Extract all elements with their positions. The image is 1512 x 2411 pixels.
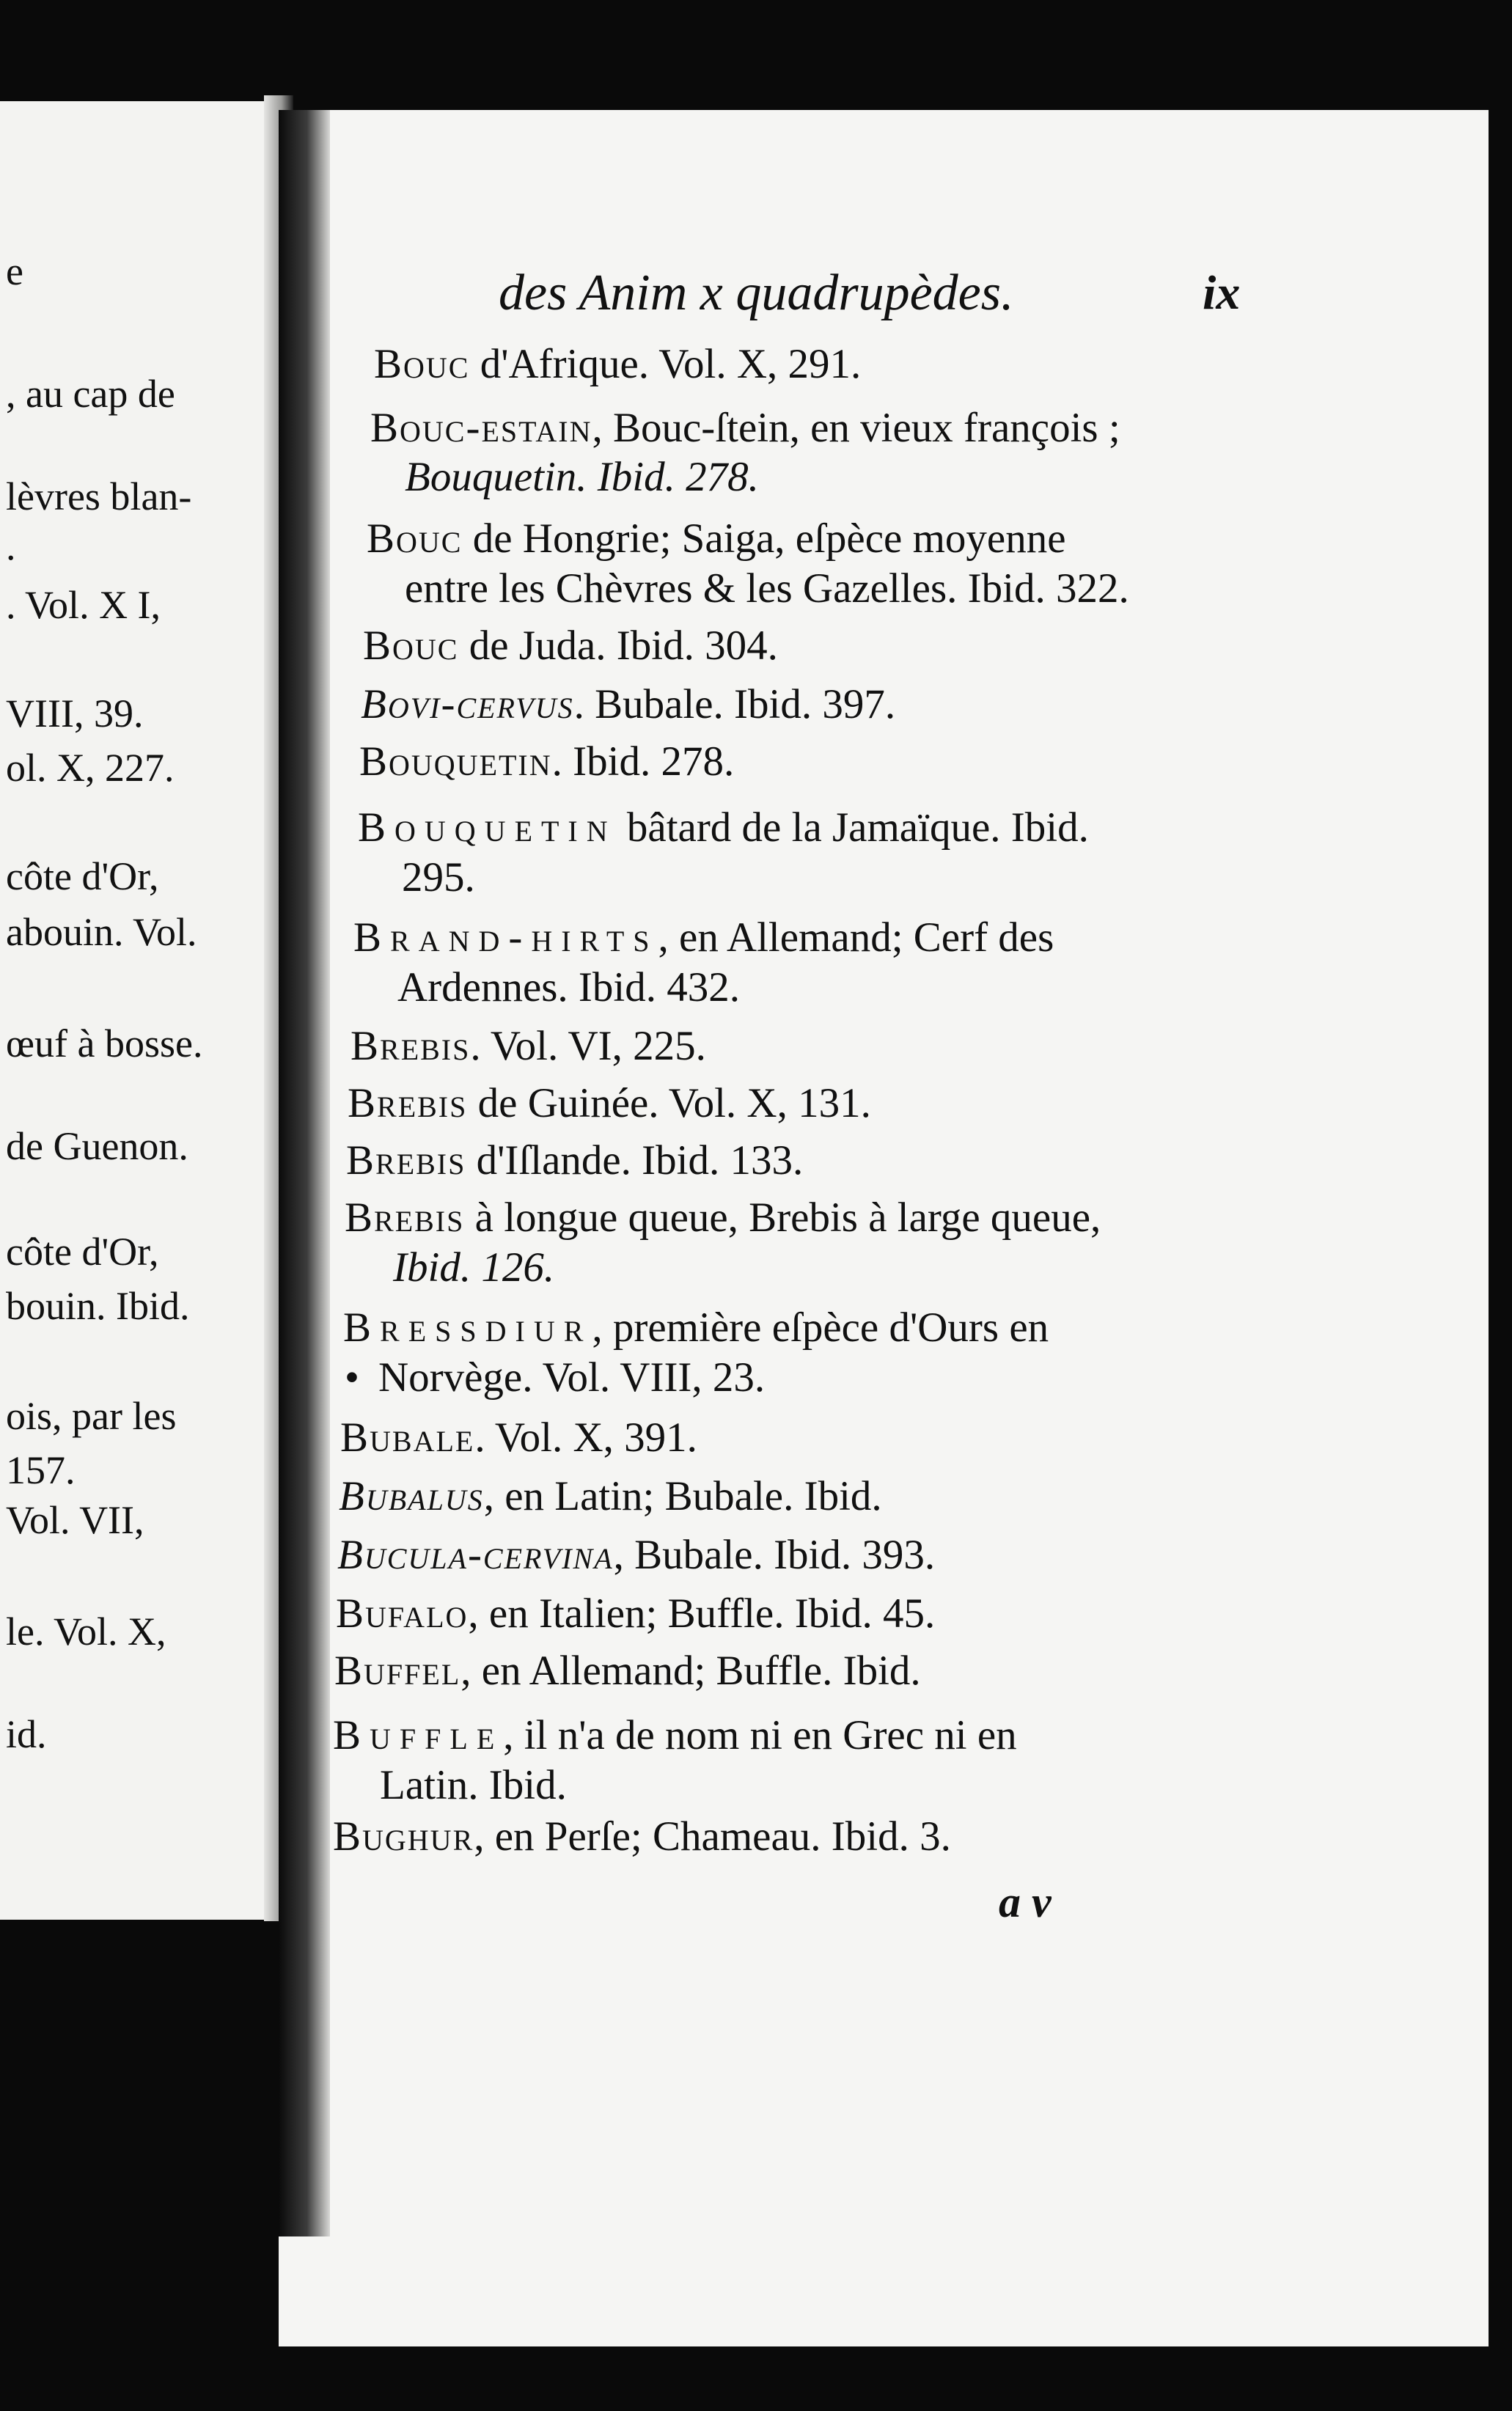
entry-head: Brebis [351, 1023, 471, 1069]
index-entry-continuation [393, 1244, 555, 1291]
entry-text: . Vol. X, 391. [474, 1414, 697, 1461]
left-page-line: bouin. Ibid. [6, 1284, 190, 1328]
index-entry [353, 914, 1054, 961]
index-entry [339, 1475, 882, 1517]
entry-head: Bouc [374, 341, 470, 387]
left-page-line: de Guenon. [6, 1124, 188, 1168]
left-page-line: , au cap de [6, 372, 175, 416]
index-entry [345, 1195, 1101, 1241]
index-entry [346, 1137, 804, 1184]
entry-head: Bufalo [336, 1590, 469, 1637]
entry-text: Bouquetin. Ibid. 278. [405, 454, 759, 500]
index-entry-continuation [402, 856, 475, 898]
index-entry [361, 683, 895, 725]
index-entry [358, 804, 1089, 851]
entry-text: de Hongrie; Saiga, eſpèce moyenne [462, 515, 1066, 562]
index-entry-continuation [397, 966, 740, 1008]
left-page-line: côte d'Or, [6, 1230, 159, 1274]
left-page-line: côte d'Or, [6, 854, 159, 898]
entry-text: . Vol. VI, 225. [470, 1023, 706, 1069]
left-page-line: . [6, 524, 16, 568]
entry-text: bâtard de la Jamaïque. Ibid. [616, 804, 1089, 851]
bullet-mark: • [345, 1354, 359, 1401]
index-entry [370, 407, 1120, 449]
entry-head: Bouquetin [359, 738, 552, 785]
entry-text: 295. [402, 854, 475, 900]
entry-text: , en Italien; Buffle. Ibid. 45. [468, 1590, 936, 1637]
entry-head: Brebis [346, 1137, 466, 1184]
index-entry [334, 1650, 921, 1692]
entry-text: d'Iſlande. Ibid. 133. [466, 1137, 804, 1184]
entry-head: Bressdiur [343, 1304, 592, 1351]
entry-head: Bucula-cervina [337, 1532, 614, 1578]
entry-head: Brand-hirts [353, 914, 658, 961]
left-page-line: e [6, 249, 23, 293]
entry-head: Bovi-cervus [361, 681, 574, 727]
left-page-line: ois, par les [6, 1394, 177, 1438]
left-page-line: ol. X, 227. [6, 746, 175, 790]
entry-text: Norvège. Vol. VIII, 23. [378, 1354, 766, 1401]
entry-text: . Bubale. Ibid. 397. [573, 681, 896, 727]
entry-text: , en Perſe; Chameau. Ibid. 3. [474, 1813, 951, 1860]
index-entry [374, 343, 861, 385]
entry-head: Bouquetin [358, 804, 617, 851]
entry-text: entre les Chèvres & les Gazelles. Ibid. 322. [405, 565, 1129, 612]
entry-head: Bughur [333, 1813, 474, 1860]
index-entry [367, 515, 1066, 562]
entry-head: Brebis [345, 1195, 465, 1241]
entry-text: Ardennes. Ibid. 432. [397, 964, 740, 1010]
index-entry [333, 1813, 951, 1860]
index-entry-continuation [345, 1354, 766, 1401]
signature-mark: a v [999, 1878, 1052, 1926]
index-entry-continuation [405, 565, 1129, 612]
entry-text: d'Afrique. Vol. X, 291. [469, 341, 862, 387]
entry-text: , en Allemand; Cerf des [658, 914, 1054, 961]
entry-text: , en Latin; Bubale. Ibid. [483, 1473, 882, 1519]
left-page-line: le. Vol. X, [6, 1610, 166, 1654]
book-gutter [279, 110, 330, 2236]
left-page-line: Vol. VII, [6, 1498, 144, 1542]
entry-text: Latin. Ibid. [380, 1762, 567, 1808]
entry-text: , il n'a de nom ni en Grec ni en [503, 1712, 1017, 1758]
entry-head: Bubalus [339, 1473, 484, 1519]
entry-text: Ibid. 126. [393, 1244, 555, 1291]
entry-text: de Guinée. Vol. X, 131. [467, 1080, 871, 1126]
running-title: des Anim x quadrupèdes. [499, 265, 1014, 321]
index-entry [340, 1414, 697, 1461]
index-entry [359, 738, 735, 785]
left-page-line: abouin. Vol. [6, 910, 197, 954]
entry-text: , en Allemand; Buffle. Ibid. [460, 1648, 921, 1694]
index-entry [333, 1714, 1017, 1756]
entry-head: Buffel [334, 1648, 461, 1694]
entry-head: Bubale [340, 1414, 475, 1461]
entry-head: Bouc [363, 623, 459, 669]
entry-text: , Bubale. Ibid. 393. [613, 1532, 936, 1578]
left-page-line: œuf à bosse. [6, 1021, 203, 1065]
left-page-line: id. [6, 1712, 47, 1756]
entry-text: à longue queue, Brebis à large queue, [464, 1195, 1101, 1241]
index-entry [337, 1534, 935, 1576]
index-entry [336, 1590, 936, 1637]
entry-head: Buffle [333, 1712, 504, 1758]
entry-text: , Bouc-ſtein, en vieux françois ; [592, 405, 1120, 451]
index-entry [363, 625, 778, 667]
index-entry-continuation [380, 1764, 567, 1806]
entry-text: de Juda. Ibid. 304. [458, 623, 778, 669]
entry-text: . Ibid. 278. [551, 738, 735, 785]
left-page-line: VIII, 39. [6, 691, 144, 735]
left-page-line: . Vol. X I, [6, 583, 161, 627]
left-page-line: lèvres blan- [6, 474, 192, 518]
left-page [0, 101, 277, 1920]
running-header [484, 264, 1261, 323]
index-entry [351, 1025, 706, 1067]
index-entry-continuation [405, 456, 759, 498]
left-page-line: 157. [6, 1448, 76, 1492]
index-entry [343, 1304, 1049, 1351]
page-number: ix [1203, 266, 1241, 320]
entry-head: Bouc [367, 515, 463, 562]
index-entry [348, 1082, 871, 1124]
entry-text: , première eſpèce d'Ours en [592, 1304, 1049, 1351]
entry-head: Bouc-estain [370, 405, 592, 451]
entry-head: Brebis [348, 1080, 468, 1126]
